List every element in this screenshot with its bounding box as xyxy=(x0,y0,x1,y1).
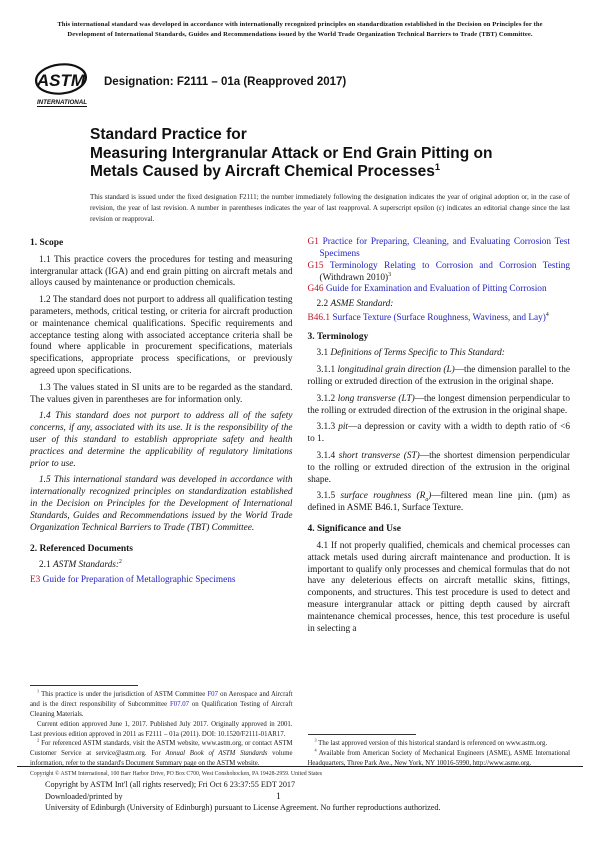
standard-code-link-g1[interactable]: G1 xyxy=(307,237,319,248)
term-3-1-1: 3.1.1 longitudinal grain direction (L)—the dimension parallel to the rolling or extruded direction of the extrusion in the original shape. xyxy=(307,365,571,387)
paragraph-4-1: 4.1 If not properly qualified, chemicals and chemical processes can attack metals used during aircraft maintenance and production. It is important to qualify only processes and chemical formulas that do not have any deleterious effects on aircraft metallic skins, fittings, components, and structures. This test procedure is used to detect and measure intergranular attack or pitting depth caused by aircraft maintenance chemical processes, hence, this test procedure is useful in selecting a xyxy=(307,540,570,634)
reference-e3 xyxy=(30,575,293,587)
standard-title-link-g1[interactable]: Practice for Preparing, Cleaning, and Evaluating Corrosion Test Specimens xyxy=(319,237,571,259)
term-3-1-3: 3.1.3 pit—a depression or cavity with a width to depth ratio of <6 to 1. xyxy=(307,422,570,445)
astm-logo-icon xyxy=(34,62,90,110)
standard-code-link-e3[interactable]: E3 xyxy=(30,574,41,585)
standard-code-link-g46[interactable]: G46 xyxy=(307,284,324,295)
reference-b46-1 xyxy=(308,313,571,325)
reference-g15: G15 Terminology Relating to Corrosion and Corrosion Testing (Withdrawn 2010)$^3$ xyxy=(307,260,571,283)
standard-code-link-b46-1[interactable]: B46.1 xyxy=(307,312,330,323)
paragraph-1-1: 1.1 This practice covers the procedures for testing and measuring intergranular attack (IGA) and end grain pitting on aircraft metals and alloys caused by maintenance or production chemicals. xyxy=(30,254,293,289)
section-heading-terminology: 3. Terminology xyxy=(307,331,369,342)
section-heading-referenced-documents: 2. Referenced Documents xyxy=(30,543,133,554)
footnote-marker-3: 3 xyxy=(388,271,391,278)
committee-link-f07[interactable]: F07 xyxy=(207,690,218,698)
right-column xyxy=(308,237,571,769)
tbt-notice: This international standard was developed in accordance with internationally recognized principles on standardization established in the Decision on Principles for the Development of International Standards, Guides and Recommendations issued by the World Trade Organization Technical Barriers to Trade (TBT) Committee. xyxy=(57,21,543,39)
footnote-separator xyxy=(308,734,416,735)
standard-title-link-b46-1[interactable]: Surface Texture (Surface Roughness, Waviness, and Lay) xyxy=(332,312,546,323)
term-3-1-5: 3.1.5 surface roughness $(R_a)—filtered$ mean line µin. (µm) as defined in ASME B46.1, Surface Texture. xyxy=(307,491,570,514)
term-3-1-2: 3.1.2 long transverse (LT)—the longest dimension perpendicular to the rolling or extruded direction of the extrusion in the original shape. xyxy=(307,393,570,416)
copyright-line: Copyright © ASTM International, 100 Barr Harbor Drive, PO Box C700, West Conshohocken, PA 19428-2959. United States xyxy=(30,771,322,777)
footer-rule xyxy=(17,766,583,767)
footnote-separator xyxy=(30,685,138,686)
page-number: 1 xyxy=(276,792,281,802)
paragraph-3-1: 3.1 Definitions of Terms Specific to This Standard: xyxy=(316,348,505,359)
paragraph-2-1: 2.1 ASTM Standards:$^2$ xyxy=(39,559,122,571)
paragraph-2-2: 2.2 ASME Standard: xyxy=(316,298,394,309)
section-heading-significance: 4. Significance and Use xyxy=(307,524,401,535)
two-column-body xyxy=(30,237,570,769)
reference-g46 xyxy=(308,284,571,296)
title-block xyxy=(90,126,570,224)
footnote-marker-4: 4 xyxy=(545,311,549,318)
subcommittee-link-f07-07[interactable]: F07.07 xyxy=(169,700,190,708)
term-3-1-4: 3.1.4 short transverse (ST)—the shortest dimension perpendicular to the rolling or extruded direction of the extrusion in the original shape. xyxy=(307,450,571,485)
standard-title-link-e3[interactable]: Guide for Preparation of Metallographic Specimens xyxy=(42,574,236,585)
issuance-note: This standard is issued under the fixed designation F2111; the number immediately following the designation indicates the year of original adoption or, in the case of revision, the year of last revision. A number in parentheses indicates the year of last reapproval. A superscript epsilon (ε) indicates an editorial change since the last revision or reapproval. xyxy=(90,193,570,223)
paragraph-1-4: 1.4 This standard does not purport to address all of the safety concerns, if any, associated with its use. It is the responsibility of the user of this standard to establish appropriate safety and health practices and determine the applicability of regulatory limitations prior to use. xyxy=(30,411,293,469)
page-footer xyxy=(0,766,600,814)
footnote-2: $^2$ For referenced ASTM standards, visit the ASTM website, www.astm.org, or contact ASTM Customer Service at service@astm.org. For Annual Book of ASTM Standards volume information, refer to the standard's Document Summary page on the ASTM website. xyxy=(30,738,293,768)
left-footnotes xyxy=(30,685,293,769)
license-line-3: University of Edinburgh (University of Edinburgh) pursuant to License Agreement. No further reproductions authorized. xyxy=(45,803,441,813)
designation-text: Designation: F2111 – 01a (Reapproved 2017) xyxy=(104,76,347,89)
footnote-1: $^1$ This practice is under the jurisdiction of ASTM Committee F07 on Aerospace and Aircraft and is the direct responsibility of Subcommittee F07.07 on Qualification Testing of Aircraft Cleaning Materials. xyxy=(30,688,293,718)
standard-title-link-g46[interactable]: Guide for Examination and Evaluation of Pitting Corrosion xyxy=(325,284,547,295)
astm-international-logo xyxy=(34,62,90,110)
footnote-marker-2: 2 xyxy=(118,559,122,566)
standard-title-link-g15[interactable]: Terminology Relating to Corrosion and Corrosion Testing xyxy=(329,260,571,271)
section-heading-scope: 1. Scope xyxy=(30,238,64,249)
designation-header xyxy=(34,62,570,110)
footnote-4: $^4$ Available from American Society of Mechanical Engineers (ASME), ASME International Headquarters, Three Park Ave., New York, NY 10016-5990, http://www.asme.org. xyxy=(307,748,570,768)
svg-text:INTERNATIONAL: INTERNATIONAL xyxy=(36,99,88,107)
standard-code-link-g15[interactable]: G15 xyxy=(307,260,324,271)
left-column xyxy=(30,237,293,769)
footnote-1-edition: Current edition approved June 1, 2017. Published July 2017. Originally approved in 2001. Last previous edition approved in 2011 as F2111 – 01a (2011). DOI: 10.1520/F2111-01AR17. xyxy=(30,720,293,738)
svg-text:ASTM: ASTM xyxy=(36,71,86,91)
license-line-1: Copyright by ASTM Int'l (all rights reserved); Fri Oct 6 23:37:55 EDT 2017 xyxy=(45,780,296,789)
paragraph-1-3: 1.3 The values stated in SI units are to be regarded as the standard. The values given in parentheses are for information only. xyxy=(30,382,293,405)
right-footnotes xyxy=(308,734,571,769)
paragraph-1-2: 1.2 The standard does not purport to address all qualification testing parameters, methods, critical testing, or criteria for aircraft production or maintenance chemical qualifications. Specific requirements and acceptance testing along with associated acceptance criteria shall be found where applicable in procurement specifications, materials specifications, appropriate process specifications, or previously agreed upon specifications. xyxy=(30,295,293,376)
title-footnote-marker: 1 xyxy=(434,161,441,172)
footnote-3: $^3$ The last approved version of this historical standard is referenced on www.astm.org. xyxy=(314,738,548,748)
license-line-2: Downloaded/printed by xyxy=(45,791,123,801)
paragraph-1-5: 1.5 This international standard was developed in accordance with internationally recognized principles on standardization established in the Decision on Principles for the Development of International Standards, Guides and Recommendations issued by the World Trade Organization Technical Barriers to Trade (TBT) Committee. xyxy=(30,475,293,533)
page-title: Standard Practice for Measuring Intergranular Attack or End Grain Pitting on Metals Caused by Aircraft Chemical Processes$^1$ xyxy=(90,126,493,180)
reference-g1 xyxy=(308,237,571,261)
